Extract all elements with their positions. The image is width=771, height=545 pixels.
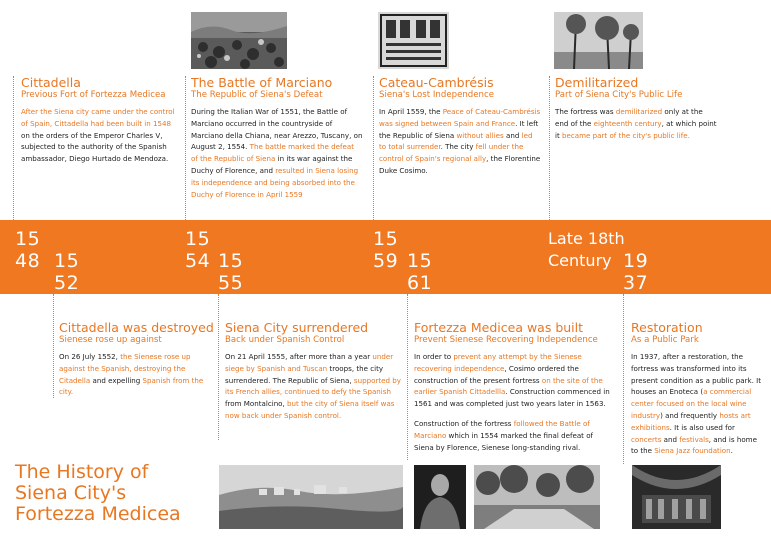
event-demilitarized [555, 75, 717, 149]
connector-1548 [13, 76, 14, 220]
enoteca-interior-image [632, 465, 721, 529]
highlight-text: prevent any attempt by the Sienese recovering independence [414, 352, 582, 373]
page-title: The History of Siena City's Fortezza Medicea [15, 461, 181, 525]
highlight-text: followed the Battle of Marciano [414, 418, 590, 440]
highlight-text: fell under the control of Spain's regional ally [379, 142, 524, 164]
event-subtitle: Part of Siena City's Public Life [555, 90, 683, 100]
event-paragraph [555, 106, 717, 141]
event-subtitle: As a Public Park [631, 335, 699, 345]
body-text: ) and frequently [660, 410, 720, 420]
highlight-text: Spanish from the city. [59, 375, 204, 397]
event-title: The Battle of Marciano [191, 75, 333, 90]
highlight-text: under siege by Spanish and Tuscan [225, 352, 394, 373]
event-body [379, 106, 541, 177]
body-text: on the orders of the Emperor Charles V, subjected to the authority of the Spanish ambassador, Diego Hurtado de Mendoza. [21, 130, 169, 164]
body-text: and expelling [90, 375, 143, 385]
event-subtitle: Back under Spanish Control [225, 335, 345, 345]
highlight-text: The battle marked the defeat of the Republic of Siena [191, 142, 355, 164]
body-text: In April 1559, the [379, 107, 443, 116]
event-subtitle: Sienese rose up against [59, 335, 162, 345]
event-title: Restoration [631, 320, 703, 335]
event-title: Cateau-Cambrésis [379, 75, 494, 90]
body-text: During the Italian War of 1551, the Battle of Marciano occurred in the countryside of Marciano della Chiana, near Arezzo, Tuscany, on August 2, 1554. [191, 107, 363, 152]
body-text: Construction of the fortress [414, 418, 514, 428]
event-title: Cittadella was destroyed [59, 320, 214, 335]
body-text: . It left the Republic of Siena [379, 118, 539, 140]
event-body [21, 106, 179, 165]
event-cittadella [21, 75, 179, 173]
event-paragraph [414, 351, 614, 410]
year-1559: 15 59 [373, 228, 399, 272]
body-text: On 21 April 1555, after more than a year [225, 352, 373, 361]
body-text: . The city [440, 142, 476, 152]
body-text: troops, the city surrendered. The Republic of Siena, [225, 363, 384, 385]
highlight-text: led to total surrender [379, 130, 533, 152]
body-text: On 26 July 1552, [59, 352, 121, 361]
body-text: , at which point it [555, 118, 717, 140]
body-text: . It is also used for [669, 422, 735, 432]
body-text: , and is home to the [631, 434, 757, 456]
body-text: The fortress was [555, 107, 616, 116]
event-body [631, 351, 765, 457]
event-subtitle: Previous Fort of Fortezza Medicea [21, 90, 166, 100]
connector-1555 [218, 294, 219, 440]
siena-landscape-image [219, 465, 403, 529]
body-text: only at the end of the [555, 107, 703, 128]
connector-1561 [407, 294, 408, 460]
body-text: from Montalcino, [225, 399, 288, 409]
year-1552: 15 52 [54, 250, 80, 294]
event-body [191, 106, 363, 200]
event-paragraph [631, 351, 765, 457]
connector-1552 [53, 294, 54, 398]
battle-painting-image [191, 12, 287, 69]
event-body [555, 106, 717, 141]
connector-1554 [185, 76, 186, 220]
event-body [414, 351, 614, 453]
connector-18c [549, 76, 550, 220]
event-title: Fortezza Medicea was built [414, 320, 584, 335]
event-title: Siena City surrendered [225, 320, 369, 335]
body-text: . Construction commenced in 1561 and was completed just two years later in 1563. [414, 387, 610, 409]
event-battle-of-marciano [191, 75, 363, 208]
event-fortezza-built [414, 320, 614, 461]
connector-1937 [623, 294, 624, 464]
connector-1559 [373, 76, 374, 220]
event-subtitle: Prevent Sienese Recovering Independence [414, 335, 598, 345]
body-text: , Cosimo ordered the construction of the present fortress [414, 363, 579, 385]
highlight-text: festivals [679, 434, 709, 444]
event-paragraph [414, 418, 614, 453]
year-late-18th-century: Late 18th Century [548, 229, 625, 270]
year-1937: 19 37 [623, 250, 649, 294]
year-1555: 15 55 [218, 250, 244, 294]
highlight-text: resulted in Siena losing its independence and being absorbed into the Duchy of Florence in April 1559 [191, 165, 359, 199]
body-text: . [730, 446, 733, 456]
highlight-text: After the Siena city came under the control of Spain, Cittadella had been built in 1548 [21, 107, 175, 128]
highlight-text: without allies [456, 130, 504, 140]
highlight-text: supported by its French allies, continued to defy the Spanish [225, 375, 401, 397]
fortress-garden-image [474, 465, 600, 529]
event-paragraph [225, 351, 401, 422]
event-title: Cittadella [21, 75, 81, 90]
body-text: In order to [414, 352, 454, 361]
event-subtitle: Siena's Lost Independence [379, 90, 495, 100]
event-restoration [631, 320, 765, 465]
event-paragraph [59, 351, 209, 398]
year-1548: 15 48 [15, 228, 41, 272]
event-body [59, 351, 209, 398]
highlight-text: demilitarized [615, 107, 663, 116]
treaty-manuscript-image [378, 12, 449, 69]
event-title: Demilitarized [555, 75, 639, 90]
highlight-text: a commercial center focused on the local wine industry [631, 387, 752, 420]
event-subtitle: The Republic of Siena's Defeat [191, 90, 323, 100]
event-siena-surrendered [225, 320, 401, 430]
highlight-text: became part of the city's public life. [562, 130, 690, 140]
highlight-text: hosts art exhibitions [631, 410, 751, 432]
year-1554: 15 54 [185, 228, 211, 272]
event-cittadella-destroyed [59, 320, 214, 406]
cosimo-portrait-image [414, 465, 466, 529]
highlight-text: on the site of the earlier Spanish Cittadellla [414, 375, 603, 397]
event-body [225, 351, 401, 422]
highlight-text: the Sienese rose up against the Spanish, destroying the Citadella [59, 352, 191, 385]
body-text: , the Florentine Duke Cosimo. [379, 154, 541, 175]
highlight-text: eighteenth century [593, 118, 662, 128]
body-text: and [661, 434, 680, 444]
body-text: and [503, 130, 522, 140]
highlight-text: but the city of Siena itself was now back under Spanish control. [225, 399, 395, 420]
event-paragraph [379, 106, 541, 177]
highlight-text: Peace of Cateau-Cambrésis was signed between Spain and France [379, 107, 541, 128]
park-trees-image [554, 12, 643, 69]
year-1561: 15 61 [407, 250, 433, 294]
event-paragraph [191, 106, 363, 200]
body-text: In 1937, after a restoration, the fortress was transformed into its present condition as a public park. It houses an Enoteca ( [631, 352, 762, 397]
highlight-text: concerts [631, 434, 662, 444]
body-text: which in 1554 marked the final defeat of Siena by Florence, Sienese long-standing rival. [414, 430, 594, 452]
event-cateau-cambresis [379, 75, 541, 185]
event-paragraph [21, 106, 179, 165]
body-text: in its war against the Duchy of Florence, and [191, 154, 353, 175]
highlight-text: Siena Jazz foundation [654, 446, 731, 456]
